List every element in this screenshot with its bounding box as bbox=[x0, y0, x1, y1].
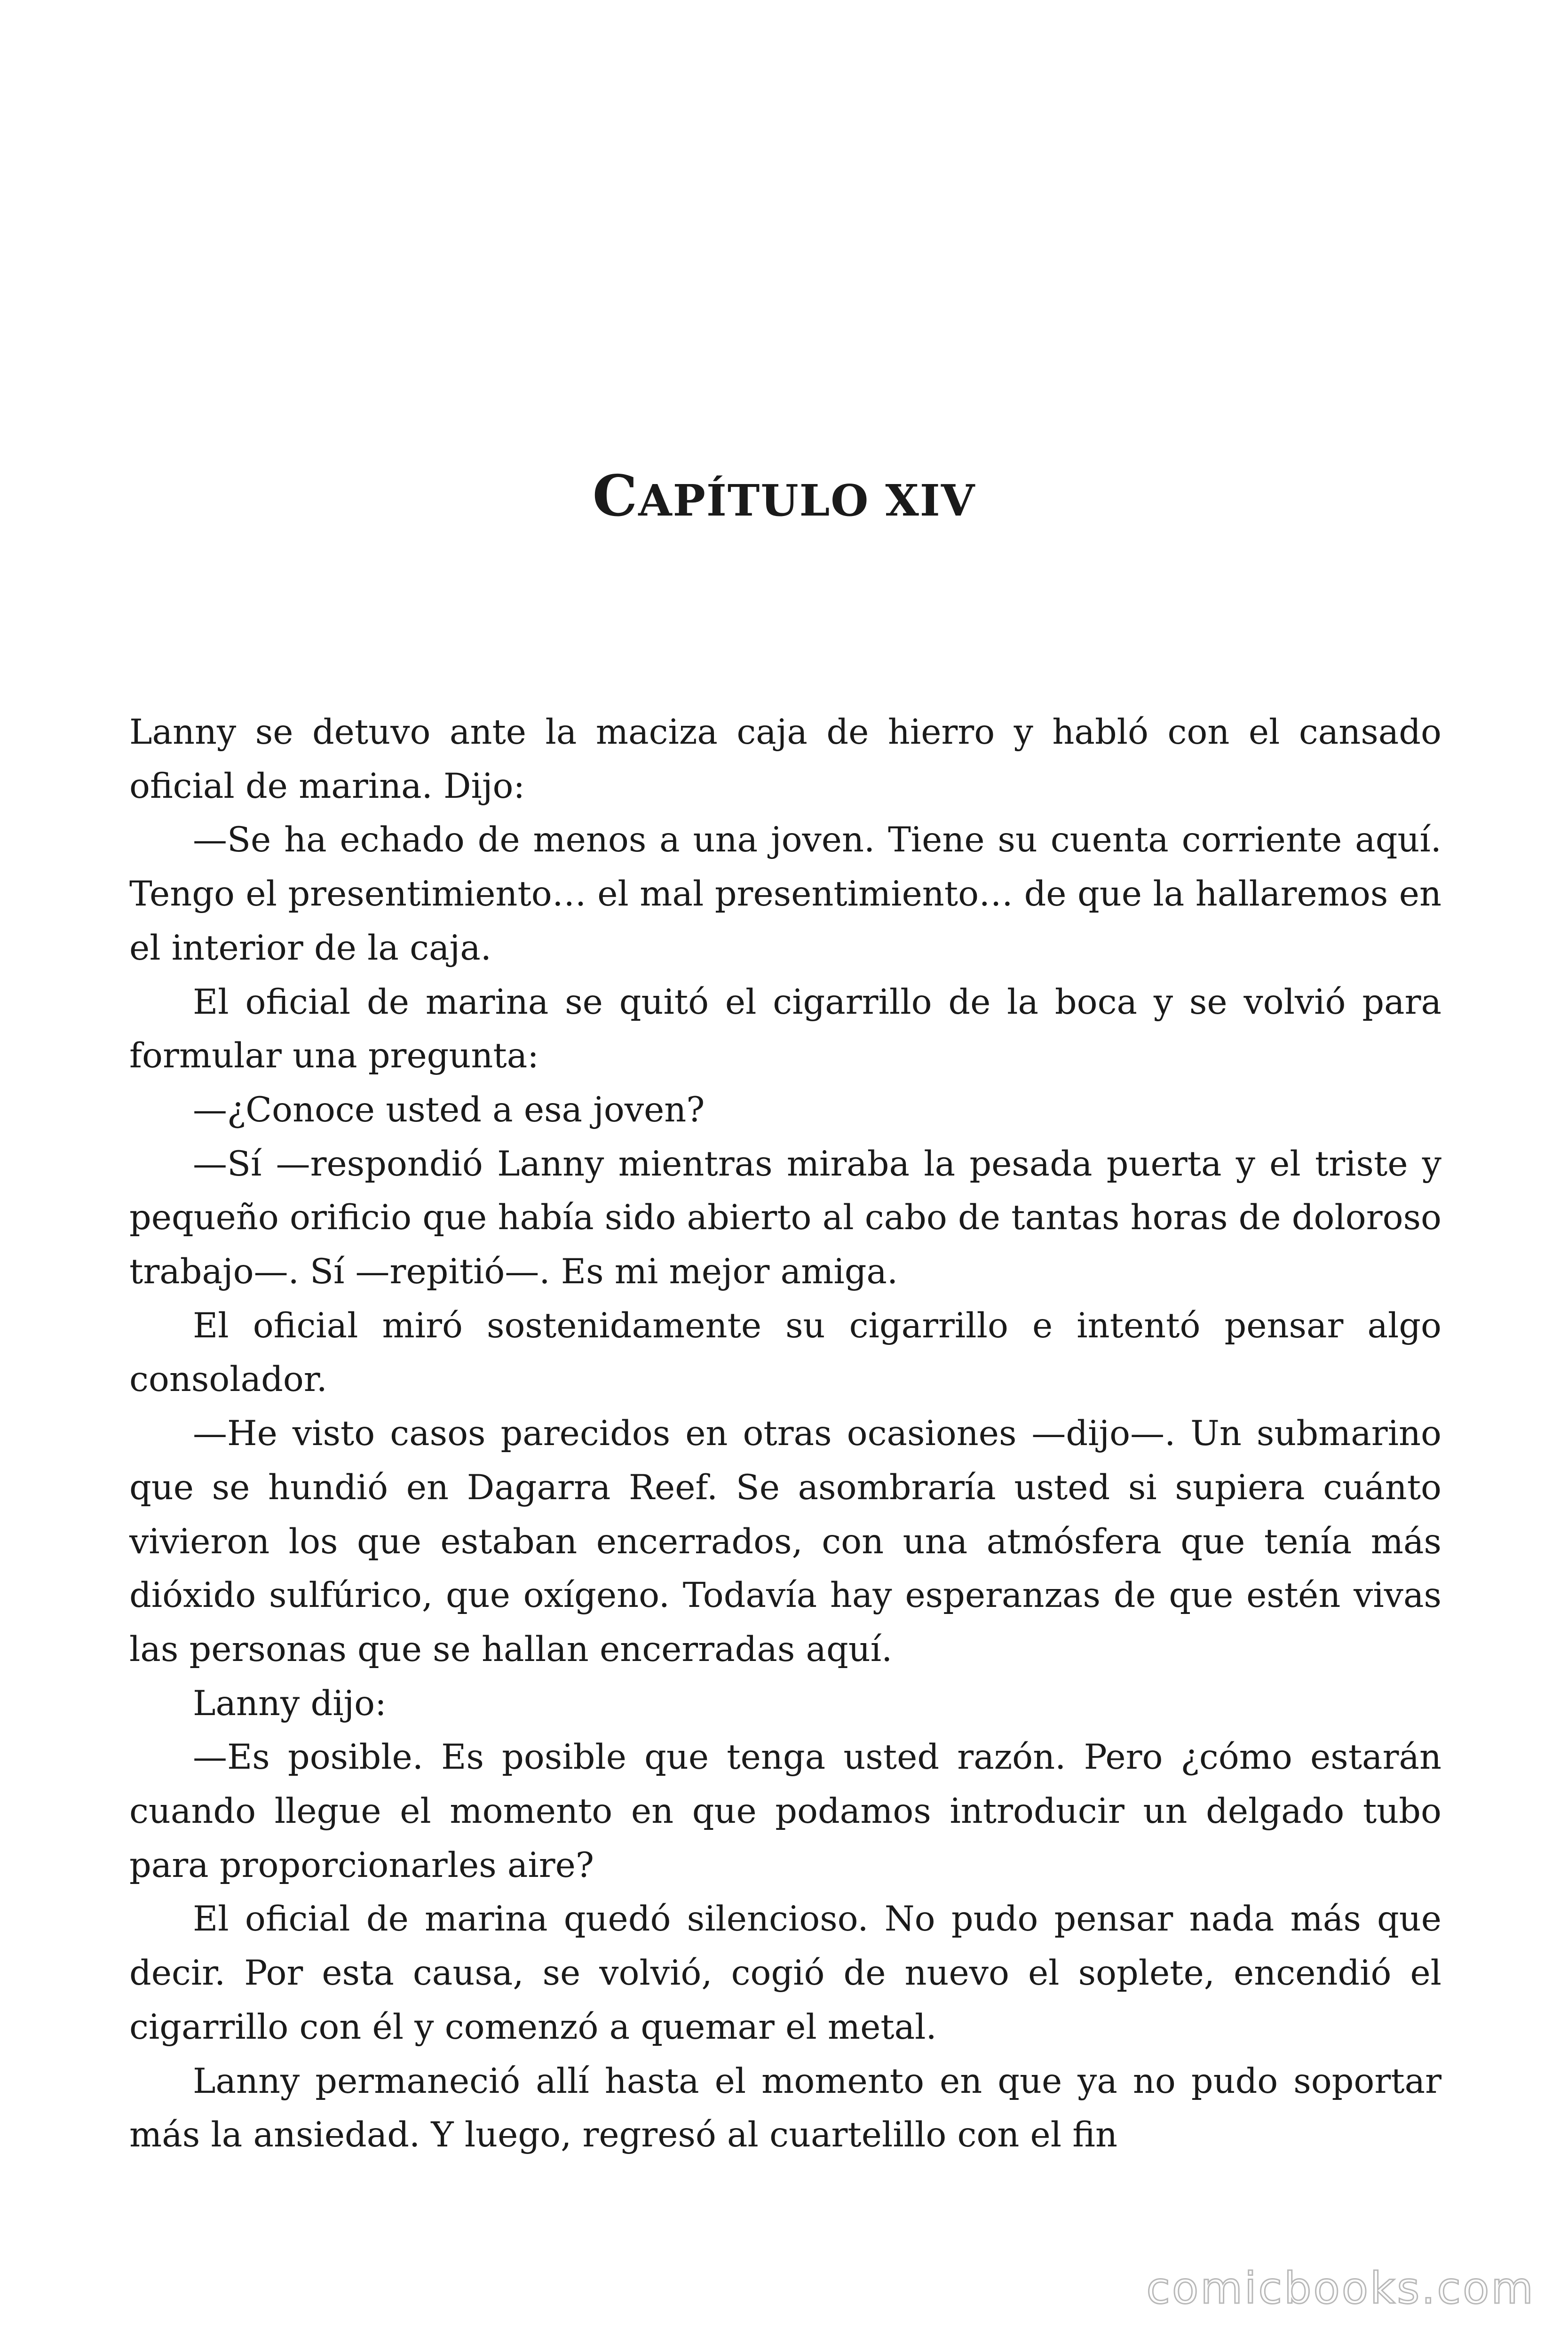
paragraph: El oficial de marina se quitó el cigarrillo de la boca y se volvió para formular una pregunta: bbox=[129, 982, 1441, 1076]
paragraph: Lanny se detuvo ante la maciza caja de hierro y habló con el cansado oficial de marina. Dijo: bbox=[129, 712, 1441, 806]
paragraph: —Es posible. Es posible que tenga usted razón. Pero ¿cómo estarán cuando llegue el momento en que podamos introducir un delgado tubo para proporcionarles aire? bbox=[129, 1737, 1441, 1885]
paragraph: —He visto casos parecidos en otras ocasiones —dijo—. Un submarino que se hundió en Dagarra Reef. Se asombraría usted si supiera cuánto vivieron los que estaban encerrados, con una atmósfera que tenía más dióxido sulfúrico, que oxígeno. Todavía hay esperanzas de que estén vivas las personas que se hallan encerradas aquí. bbox=[129, 1414, 1441, 1669]
chapter-body bbox=[129, 706, 1441, 2162]
chapter-title bbox=[0, 463, 1568, 533]
paragraph: —Sí —respondió Lanny mientras miraba la pesada puerta y el triste y pequeño orificio que había sido abierto al cabo de tantas horas de doloroso trabajo—. Sí —repitió—. Es mi mejor amiga. bbox=[129, 1144, 1442, 1292]
chapter-title-rest: APÍTULO XIV bbox=[638, 475, 976, 526]
watermark-logo: comicbooks.com bbox=[1146, 2263, 1535, 2313]
paragraph: —¿Conoce usted a esa joven? bbox=[193, 1089, 705, 1130]
paragraph: —Se ha echado de menos a una joven. Tiene su cuenta corriente aquí. Tengo el presentimiento… el mal presentimiento… de que la hallaremos en el interior de la caja. bbox=[129, 820, 1441, 968]
paragraph: El oficial miró sostenidamente su cigarrillo e intentó pensar algo consolador. bbox=[129, 1305, 1441, 1400]
paragraph: Lanny permaneció allí hasta el momento en que ya no pudo soportar más la ansiedad. Y luego, regresó al cuartelillo con el fin bbox=[129, 2061, 1441, 2155]
chapter-title-initial: C bbox=[592, 463, 639, 529]
paragraph: El oficial de marina quedó silencioso. No pudo pensar nada más que decir. Por esta causa, se volvió, cogió de nuevo el soplete, encendió el cigarrillo con él y comenzó a quemar el metal. bbox=[129, 1899, 1441, 2047]
paragraph: Lanny dijo: bbox=[193, 1683, 387, 1724]
